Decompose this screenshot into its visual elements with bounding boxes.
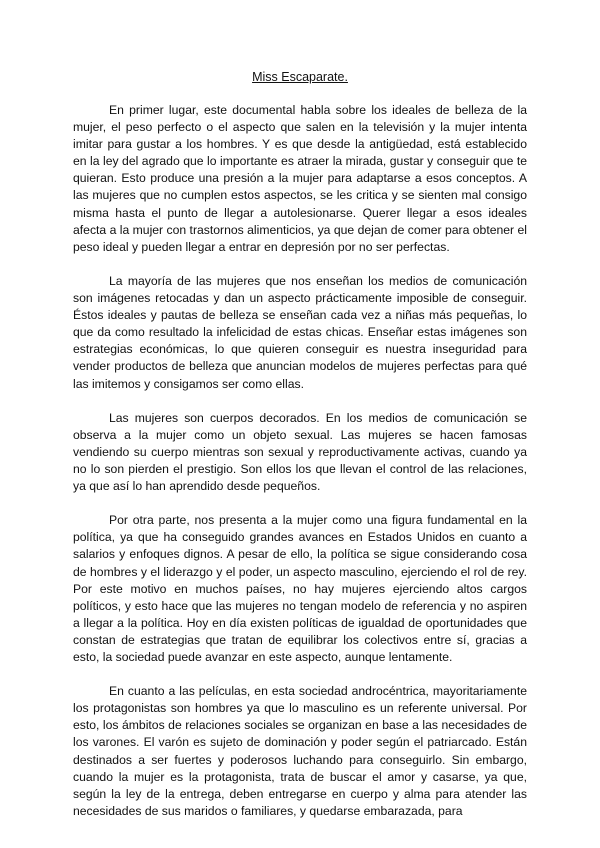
paragraph-politics: Por otra parte, nos presenta a la mujer como una figura fundamental en la política, ya que ha conseguido grandes avances en Estados Unidos en cuanto a salarios y enfoques dignos. A pesar de ello, la política se sigue considerando cosa de hombres y el liderazgo y el poder, un aspecto masculino, ejerciendo el rol de rey. Por este motivo en muchos países, no hay mujeres ejerciendo altos cargos políticos, y esto hace que las mujeres no tengan modelo de referencia y no aspiren a llegar a la política. Hoy en día existen políticas de igualdad de oportunidades que constan de estrategias que tratan de equilibrar los colectivos entre sí, gracias a esto, la sociedad puede avanzar en este aspecto, aunque lentamente. <box>73 513 527 664</box>
document-body <box>73 102 527 820</box>
paragraph-retouched-images: La mayoría de las mujeres que nos enseñan los medios de comunicación son imágenes retocadas y dan un aspecto prácticamente imposible de conseguir. Éstos ideales y pautas de belleza se enseñan cada vez a niñas más pequeñas, lo que da como resultado la infelicidad de estas chicas. Enseñar estas imágenes son estrategias económicas, lo que quieren conseguir es nuestra inseguridad para vender productos de belleza que anuncian modelos de mujeres perfectas para qué las imitemos y consigamos ser como ellas. <box>73 273 527 391</box>
paragraph-beauty-ideals: En primer lugar, este documental habla sobre los ideales de belleza de la mujer, el peso perfecto o el aspecto que salen en la televisión y la mujer intenta imitar para gustar a los hombres. Y es que desde la antigüedad, está establecido en la ley del agrado que lo importante es atraer la mirada, gustar y conseguir que te quieran. Esto produce una presión a la mujer para adaptarse a esos conceptos. A las mujeres que no cumplen estos aspectos, se les critica y se sienten mal consigo misma hasta el punto de llegar a autolesionarse. Querer llegar a esos ideales afecta a la mujer con trastornos alimenticios, ya que dejan de comer para obtener el peso ideal y pueden llegar a entrar en depresión por no ser perfectas. <box>73 103 527 254</box>
paragraph-films: En cuanto a las películas, en esta sociedad androcéntrica, mayoritariamente los protagonistas son hombres ya que lo masculino es un referente universal. Por esto, los ámbitos de relaciones sociales se organizan en base a las necesidades de los varones. El varón es sujeto de dominación y poder según el patriarcado. Están destinados a ser fuertes y poderosos luchando para conseguirlo. Sin embargo, cuando la mujer es la protagonista, trata de buscar el amor y casarse, ya que, según la ley de la entrega, deben entregarse en cuerpo y alma para atender las necesidades de sus maridos o familiares, y quedarse embarazada, para <box>73 684 527 818</box>
document-title: Miss Escaparate. <box>252 70 348 84</box>
paragraph-decorated-bodies: Las mujeres son cuerpos decorados. En los medios de comunicación se observa a la mujer como un objeto sexual. Las mujeres se hacen famosas vendiendo su cuerpo mientras son sexual y reproductivamente activas, cuando ya no lo son pierden el prestigio. Son ellos los que llevan el control de las relaciones, ya que así lo han aprendido desde pequeños. <box>73 410 527 494</box>
